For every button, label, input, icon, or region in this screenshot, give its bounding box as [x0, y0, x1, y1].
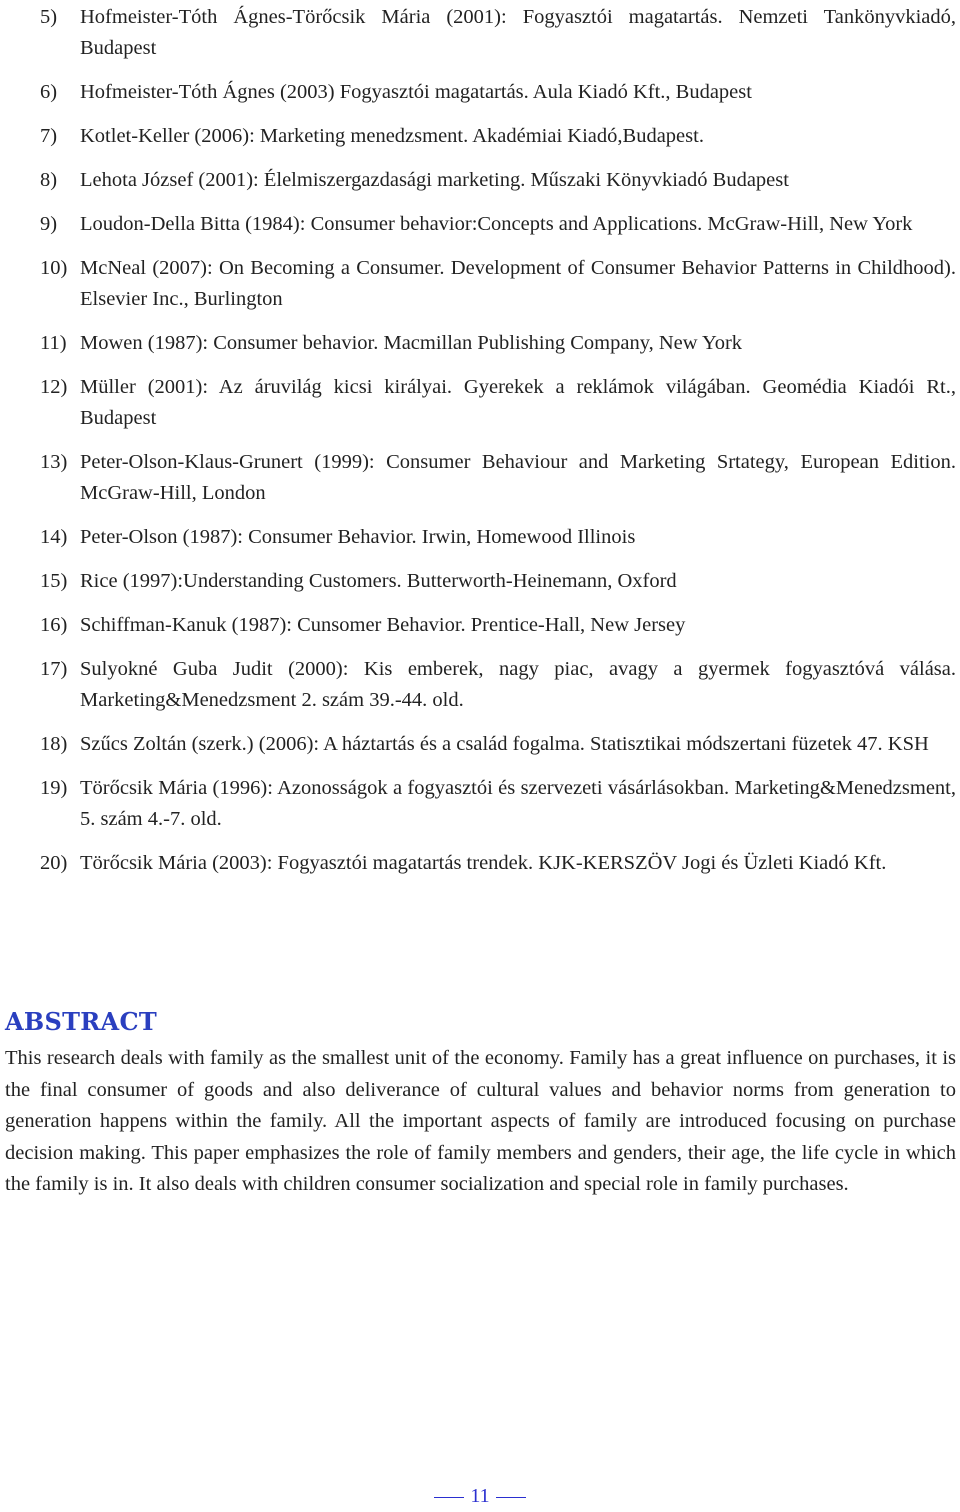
- reference-text: Schiffman-Kanuk (1987): Cunsomer Behavior. Prentice-Hall, New Jersey: [80, 614, 686, 636]
- reference-item: [40, 610, 956, 641]
- reference-number: 18): [40, 733, 68, 755]
- reference-item: [40, 566, 956, 597]
- reference-number: 13): [40, 451, 68, 473]
- reference-text: Hofmeister-Tóth Ágnes (2003) Fogyasztói magatartás. Aula Kiadó Kft., Budapest: [80, 81, 752, 103]
- reference-number: 8): [40, 169, 58, 191]
- reference-text: Törőcsik Mária (1996): Azonosságok a fogyasztói és szervezeti vásárlásokban. Marketing&Menedzsment, 5. szám 4.-7. old.: [80, 777, 956, 830]
- reference-text: Lehota József (2001): Élelmiszergazdasági marketing. Műszaki Könyvkiadó Budapest: [80, 169, 789, 191]
- reference-item: [40, 773, 956, 835]
- reference-number: 7): [40, 125, 58, 147]
- reference-item: [40, 447, 956, 509]
- reference-text: Sulyokné Guba Judit (2000): Kis emberek, nagy piac, avagy a gyermek fogyasztóvá válása. Marketing&Menedzsment 2. szám 39.-44. old.: [80, 658, 956, 711]
- reference-number: 6): [40, 81, 58, 103]
- reference-number: 20): [40, 852, 68, 874]
- reference-item: [40, 729, 956, 760]
- reference-number: 17): [40, 658, 68, 680]
- reference-item: [40, 253, 956, 315]
- reference-item: [40, 328, 956, 359]
- footer-rule-left: [434, 1497, 464, 1498]
- reference-text: Müller (2001): Az áruvilág kicsi királyai. Gyerekek a reklámok világában. Geomédia Kiadói Rt., Budapest: [80, 376, 956, 429]
- reference-item: [40, 121, 956, 152]
- reference-list: [40, 2, 956, 892]
- reference-number: 14): [40, 526, 68, 548]
- reference-text: Peter-Olson (1987): Consumer Behavior. Irwin, Homewood Illinois: [80, 526, 636, 548]
- reference-number: 10): [40, 257, 68, 279]
- abstract-section: [5, 1005, 956, 1201]
- reference-text: Törőcsik Mária (2003): Fogyasztói magatartás trendek. KJK-KERSZÖV Jogi és Üzleti Kiadó Kft.: [80, 852, 887, 874]
- reference-text: Mowen (1987): Consumer behavior. Macmillan Publishing Company, New York: [80, 332, 743, 354]
- reference-item: [40, 848, 956, 879]
- reference-text: Rice (1997):Understanding Customers. Butterworth-Heinemann, Oxford: [80, 570, 677, 592]
- reference-number: 5): [40, 6, 58, 28]
- reference-item: [40, 77, 956, 108]
- reference-text: Peter-Olson-Klaus-Grunert (1999): Consumer Behaviour and Marketing Srtategy, European Edition. McGraw-Hill, London: [80, 451, 956, 504]
- page-footer: [0, 1484, 960, 1508]
- reference-number: 19): [40, 777, 68, 799]
- reference-text: Kotlet-Keller (2006): Marketing menedzsment. Akadémiai Kiadó,Budapest.: [80, 125, 704, 147]
- reference-item: [40, 165, 956, 196]
- reference-number: 12): [40, 376, 68, 398]
- reference-item: [40, 654, 956, 716]
- reference-number: 15): [40, 570, 68, 592]
- abstract-heading: ABSTRACT: [5, 1007, 158, 1036]
- reference-text: McNeal (2007): On Becoming a Consumer. Development of Consumer Behavior Patterns in Childhood). Elsevier Inc., Burlington: [80, 257, 956, 310]
- abstract-body: This research deals with family as the smallest unit of the economy. Family has a great influence on purchases, it is the final consumer of goods and also deliverance of cultural values and behavior norms from generation to generation happens within the family. All the important aspects of family are introduced focusing on purchase decision making. This paper emphasizes the role of family members and genders, their age, the life cycle in which the family is in. It also deals with children consumer socialization and special role in family purchases.: [5, 1047, 956, 1196]
- reference-text: Loudon-Della Bitta (1984): Consumer behavior:Concepts and Applications. McGraw-Hill, New York: [80, 213, 913, 235]
- reference-item: [40, 522, 956, 553]
- reference-text: Szűcs Zoltán (szerk.) (2006): A háztartás és a család fogalma. Statisztikai módszertani füzetek 47. KSH: [80, 733, 929, 755]
- reference-number: 16): [40, 614, 68, 636]
- reference-number: 9): [40, 213, 58, 235]
- reference-item: [40, 2, 956, 64]
- footer-rule-right: [496, 1497, 526, 1498]
- reference-item: [40, 372, 956, 434]
- reference-item: [40, 209, 956, 240]
- page-number: 11: [470, 1485, 490, 1507]
- reference-number: 11): [40, 332, 67, 354]
- reference-text: Hofmeister-Tóth Ágnes-Törőcsik Mária (2001): Fogyasztói magatartás. Nemzeti Tankönyvkiadó, Budapest: [80, 6, 956, 59]
